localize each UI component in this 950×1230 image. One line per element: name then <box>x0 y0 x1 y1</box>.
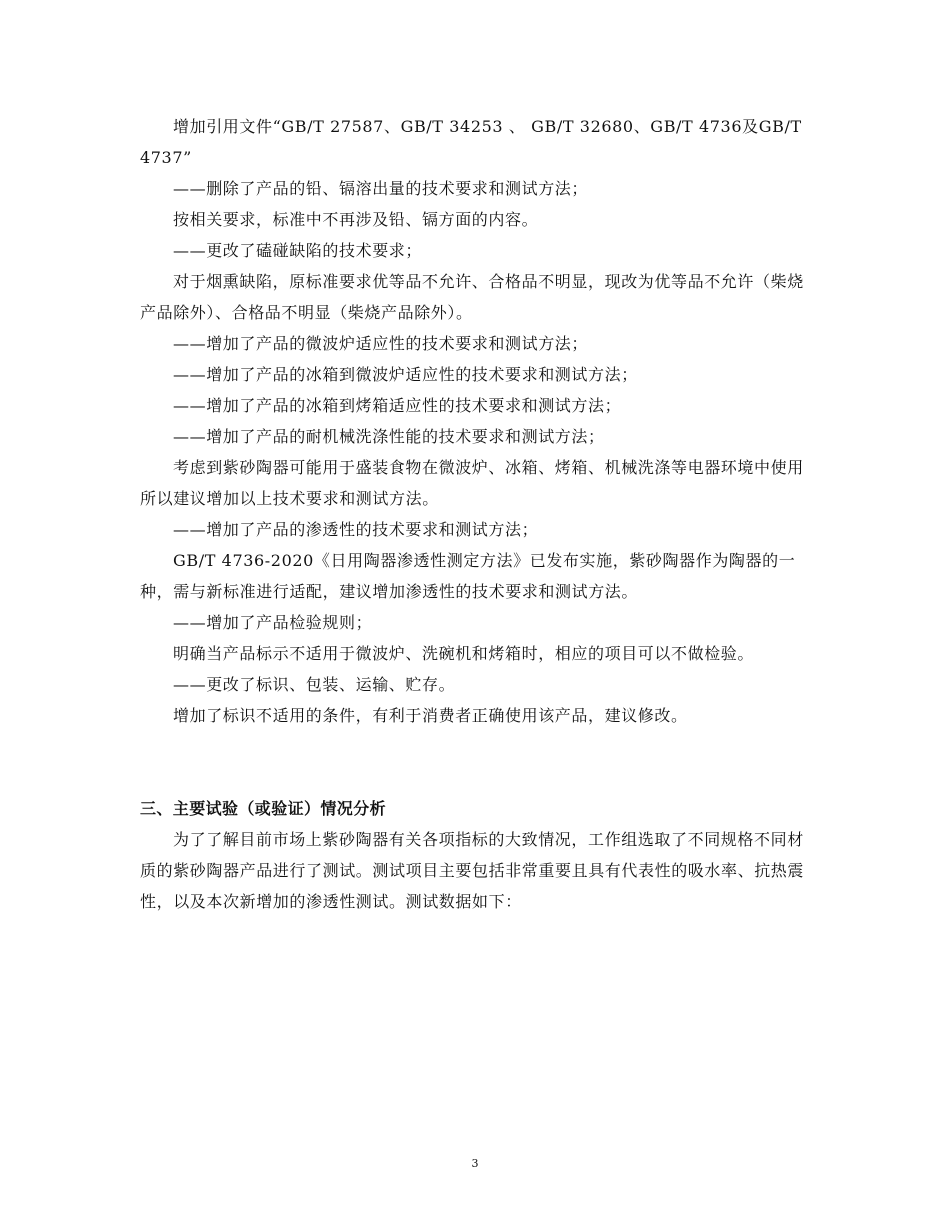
paragraph: ——增加了产品的冰箱到微波炉适应性的技术要求和测试方法； <box>173 365 638 384</box>
paragraph: ——增加了产品检验规则； <box>173 613 373 632</box>
paragraph: 对于烟熏缺陷，原标准要求优等品不允许、合格品不明显，现改为优等品不允许（柴烧产品除外）、合格品不明显（柴烧产品除外）。 <box>140 272 804 322</box>
paragraph: ——删除了产品的铅、镉溶出量的技术要求和测试方法； <box>173 179 589 198</box>
paragraph: ——更改了标识、包装、运输、贮存。 <box>173 675 456 694</box>
paragraph: ——增加了产品的冰箱到烤箱适应性的技术要求和测试方法； <box>173 396 622 415</box>
paragraph: 增加了标识不适用的条件，有利于消费者正确使用该产品，建议修改。 <box>173 706 688 725</box>
paragraph: 为了了解目前市场上紫砂陶器有关各项指标的大致情况，工作组选取了不同规格不同材质的紫砂陶器产品进行了测试。测试项目主要包括非常重要且具有代表性的吸水率、抗热震性，以及本次新增加的渗透性测试。测试数据如下： <box>140 830 805 911</box>
paragraph: ——增加了产品的耐机械洗涤性能的技术要求和测试方法； <box>173 427 605 446</box>
paragraph: 按相关要求，标准中不再涉及铅、镉方面的内容。 <box>173 210 539 229</box>
paragraph: ——增加了产品的微波炉适应性的技术要求和测试方法； <box>173 334 589 353</box>
paragraph: ——更改了磕碰缺陷的技术要求； <box>173 241 423 260</box>
section-heading: 三、主要试验（或验证）情况分析 <box>140 799 387 818</box>
paragraph: 明确当产品标示不适用于微波炉、洗碗机和烤箱时，相应的项目可以不做检验。 <box>173 644 755 663</box>
paragraph: 增加引用文件“GB/T 27587、GB/T 34253 、 GB/T 32680、GB/T 4736及GB/T 4737” <box>140 117 802 167</box>
document-body <box>140 111 812 917</box>
paragraph: ——增加了产品的渗透性的技术要求和测试方法； <box>173 520 539 539</box>
paragraph: 考虑到紫砂陶器可能用于盛装食物在微波炉、冰箱、烤箱、机械洗涤等电器环境中使用所以建议增加以上技术要求和测试方法。 <box>140 458 804 508</box>
page-number: 3 <box>471 1157 479 1170</box>
section-spacer <box>140 731 812 793</box>
paragraph: GB/T 4736-2020《日用陶器渗透性测定方法》已发布实施，紫砂陶器作为陶器的一种，需与新标准进行适配，建议增加渗透性的技术要求和测试方法。 <box>140 551 796 601</box>
